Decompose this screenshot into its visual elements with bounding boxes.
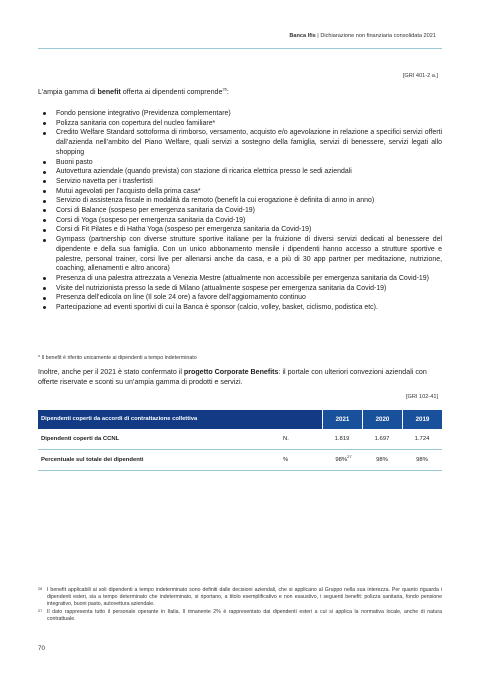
collective-bargaining-table [38,410,442,471]
header-title: Dichiarazione non finanziaria consolidata 2021 [320,33,436,39]
benefit-item [38,303,442,313]
benefit-text: Polizza sanitaria con copertura del nucleo familiare* [56,119,216,127]
benefit-item [38,119,442,129]
benefit-item [38,235,442,274]
bullet-icon [43,219,46,222]
footnotes [38,587,442,624]
footnote-ref-26: 26 [222,86,227,92]
bullet-icon [43,122,46,125]
benefit-item [38,177,442,187]
benefits-list [38,109,442,313]
bullet-icon [43,200,46,203]
cell-2019: 98% [416,457,428,463]
cell-2021 [322,454,362,463]
bullet-icon [43,180,46,183]
table-row [38,429,442,450]
benefit-item [38,225,442,235]
intro-sentence [38,88,229,96]
benefit-text: Servizio navetta per i trasfertisti [56,177,153,185]
benefit-item [38,206,442,216]
footnote-text: I benefit applicabili ai soli dipendenti a tempo indeterminato sono definiti dalle decisioni aziendali, che si applicano al Gruppo nella sua interezza. Per quanto riguarda i dipendenti esteri, sia a tempo determinato che indeterminato, si riportano, a titolo esemplificativo e non esaustivo, i seguenti benefit: polizza sanitaria, fondo pensione integrativo, buoni pasto, autovettura aziendale. [47,587,442,608]
benefit-item [38,167,442,177]
benefit-item [38,158,442,168]
benefit-text: Servizio di assistenza fiscale in modalità da remoto (benefit la cui erogazione è definita di anno in anno) [56,197,375,205]
header-divider [38,48,442,49]
gri-reference-table: [GRI 102-41] [405,394,438,400]
benefit-text: Corsi di Balance (sospeso per emergenza sanitaria da Covid-19) [56,207,255,215]
table-unit-header [283,410,322,429]
bullet-icon [43,190,46,193]
footnote-ref-27: 27 [347,454,352,460]
bullet-icon [43,297,46,300]
cell-2021: 1.819 [334,436,350,442]
cell-2020: 98% [376,457,388,463]
gri-reference: [GRI 401-2 a.] [402,73,438,79]
benefit-item [38,187,442,197]
table-row [38,450,442,471]
benefit-text: Credito Welfare Standard sottoforma di rimborso, versamento, acquisto e/o agevolazione in relazione a specifici servizi offerti dall’azienda nell’ambito del Piano Welfare, quali servizi a sostegno della famiglia, servizi di benessere, servizi legati allo shopping [56,129,442,156]
benefit-text: Buoni pasto [56,158,93,166]
intro-text-after: offerta ai dipendenti comprende [120,88,223,96]
table-header-row [38,410,442,429]
benefit-text: Visite del nutrizionista presso la sede di Milano (attualmente sospese per emergenza sanitaria da Covid-19) [56,284,387,292]
row-unit: N. [283,436,289,442]
benefit-text: Fondo pensione integrativo (Previdenza complementare) [56,110,231,117]
year-header-2021: 2021 [322,410,362,429]
bullet-icon [43,239,46,242]
footnote-number: 27 [38,608,43,613]
benefit-item [38,274,442,284]
cell-2020: 1.697 [374,436,390,442]
footnote-number: 26 [38,586,43,591]
bullet-icon [43,171,46,174]
bullet-icon [43,287,46,290]
bullet-icon [43,229,46,232]
benefit-item [38,293,442,303]
row-label: Percentuale sul totale dei dipendenti [41,457,144,463]
intro-bold-benefit: benefit [97,88,121,96]
page-header [289,33,436,39]
benefit-text: Autovettura aziendale (quando prevista) con stazione di ricarica elettrica presso le sedi aziendali [56,168,352,176]
cell-2019: 1.724 [414,436,430,442]
benefit-text: Mutui agevolati per l’acquisto della prima casa* [56,187,201,195]
intro-colon: : [226,88,229,96]
benefit-item [38,128,442,157]
benefit-text: Gympass (partnership con diverse strutture sportive italiane per la fruizione di diversi servizi dedicati al benessere del dipendente e della sua famiglia. Con un unico abbonamento mensile i dipendenti hanno accesso a strutture sportive e palestre, personal trainer, corsi live per allenarsi anche da casa, e a più di 30 app partner per meditazione, nutrizione, coaching, allenamenti e altro ancora) [56,236,442,273]
row-label: Dipendenti coperti da CCNL [41,436,120,442]
benefit-text: Corsi di Yoga (sospeso per emergenza sanitaria da Covid-19) [56,216,246,224]
benefit-item [38,216,442,226]
footnote-item [38,609,442,623]
benefit-text: Partecipazione ad eventi sportivi di cui la Banca è sponsor (calcio, volley, basket, ciclismo, podistica etc). [56,304,378,312]
paragraph-bold: progetto Corporate Benefits [183,368,279,376]
bullet-icon [43,209,46,212]
year-header-2019: 2019 [402,410,442,429]
table-title: Dipendenti coperti da accordi di contrattazione collettiva [38,410,283,429]
benefit-item [38,284,442,294]
benefits-note: * Il benefit è riferito unicamente ai dipendenti a tempo indeterminato [38,355,197,361]
cell-2021-value: 98% [335,457,348,463]
page-number: 70 [38,645,45,652]
corporate-benefits-paragraph [38,367,442,387]
benefit-text: Presenza dell’edicola on line (Il sole 24 ore) a favore dell’aggiornamento continuo [56,294,306,302]
bullet-icon [43,306,46,309]
bullet-icon [43,132,46,135]
benefit-text: Presenza di una palestra attrezzata a Venezia Mestre (attualmente non accessibile per emergenza sanitaria da Covid-19) [56,274,429,282]
intro-text-before: L’ampia gamma di [38,88,98,96]
benefit-text: Corsi di Fit Pilates e di Hatha Yoga (sospeso per emergenza sanitaria da Covid-19) [56,226,312,234]
header-org: Banca Ifis [289,33,316,39]
year-header-2020: 2020 [362,410,402,429]
bullet-icon [43,277,46,280]
bullet-icon [43,112,46,115]
header-separator: | [315,33,321,39]
benefit-item [38,196,442,206]
row-unit: % [283,457,289,463]
paragraph-text-before: Inoltre, anche per il 2021 è stato confermato il [38,368,184,376]
footnote-text: Il dato rappresenta tutto il personale operante in Italia. Il rimanente 2% è rappresentato dai dipendenti esteri a cui si applica la normativa locale, anche di natura contrattuale. [47,609,442,623]
bullet-icon [43,161,46,164]
paragraph-text-after: : il portale con ulteriori convezioni aziendali con offerte riservate e sconti su un’ampia gamma di prodotti e servizi. [38,368,427,386]
footnote-item [38,587,442,608]
benefit-item [38,109,442,119]
